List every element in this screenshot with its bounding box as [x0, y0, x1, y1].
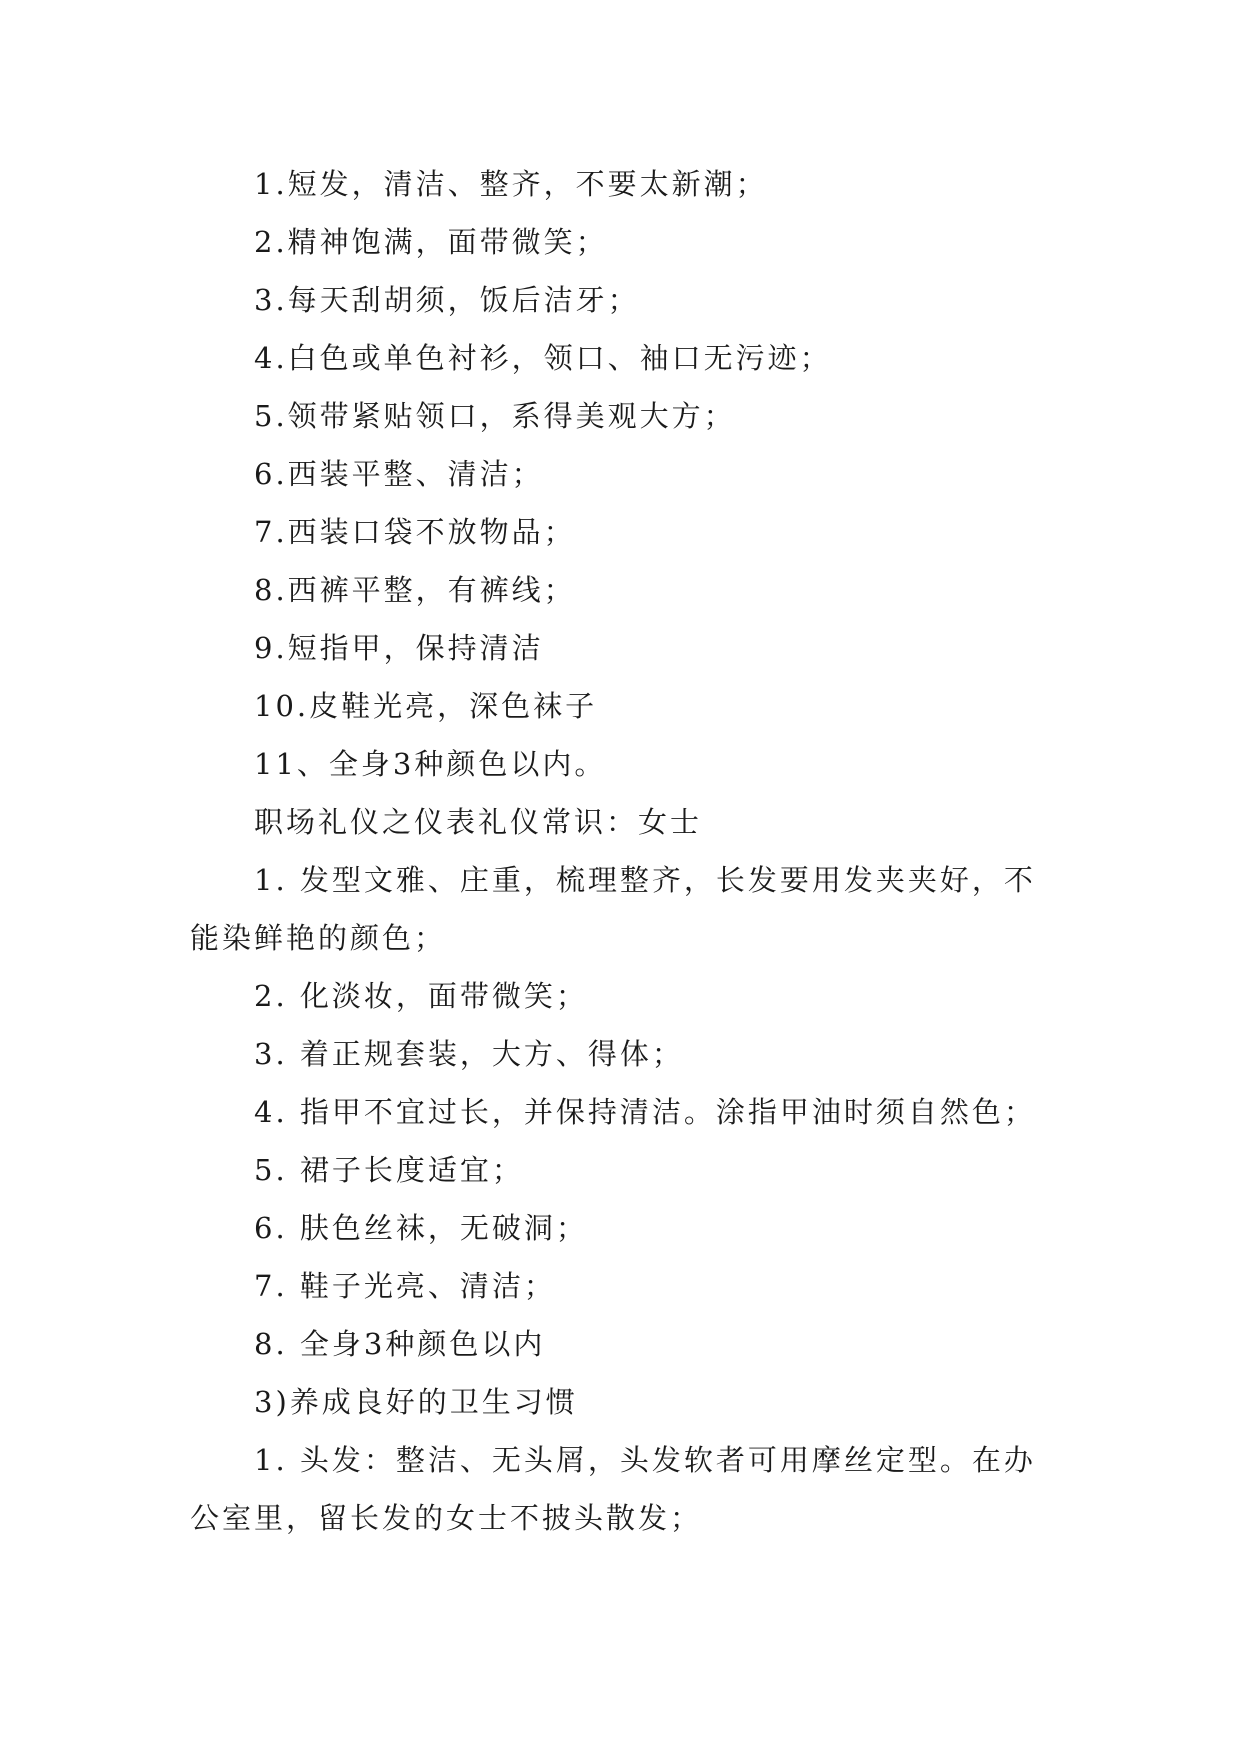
men-item-7: 7.西装口袋不放物品； — [254, 515, 576, 549]
women-item-6: 6. 肤色丝袜，无破洞； — [254, 1211, 588, 1245]
men-item-1: 1.短发，清洁、整齐，不要太新潮； — [254, 167, 768, 201]
men-item-3: 3.每天刮胡须，饭后洁牙； — [254, 283, 640, 317]
hygiene-item-1: 1. 头发：整洁、无头屑，头发软者可用摩丝定型。在办公室里，留长发的女士不披头散发； — [190, 1443, 1036, 1535]
hygiene-section-heading: 3)养成良好的卫生习惯 — [254, 1385, 578, 1419]
men-item-6: 6.西装平整、清洁； — [254, 457, 544, 491]
men-item-8: 8.西裤平整，有裤线； — [254, 573, 576, 607]
women-item-2: 2. 化淡妆，面带微笑； — [254, 979, 588, 1013]
men-item-11: 11、全身3种颜色以内。 — [254, 747, 607, 781]
men-item-10: 10.皮鞋光亮，深色袜子 — [254, 689, 598, 723]
men-item-5: 5.领带紧贴领口，系得美观大方； — [254, 399, 736, 433]
women-item-5: 5. 裙子长度适宜； — [254, 1153, 524, 1187]
men-item-4: 4.白色或单色衬衫，领口、袖口无污迹； — [254, 341, 832, 375]
women-section-heading: 职场礼仪之仪表礼仪常识：女士 — [254, 805, 703, 839]
women-item-3: 3. 着正规套装，大方、得体； — [254, 1037, 684, 1071]
men-item-9: 9.短指甲，保持清洁 — [254, 631, 544, 665]
men-item-2: 2.精神饱满，面带微笑； — [254, 225, 608, 259]
document-page — [190, 155, 1070, 1547]
women-item-4: 4. 指甲不宜过长，并保持清洁。涂指甲油时须自然色； — [254, 1095, 1036, 1129]
women-item-8: 8. 全身3种颜色以内 — [254, 1327, 546, 1361]
women-item-1: 1. 发型文雅、庄重，梳理整齐，长发要用发夹夹好，不能染鲜艳的颜色； — [190, 863, 1036, 955]
women-item-7: 7. 鞋子光亮、清洁； — [254, 1269, 556, 1303]
